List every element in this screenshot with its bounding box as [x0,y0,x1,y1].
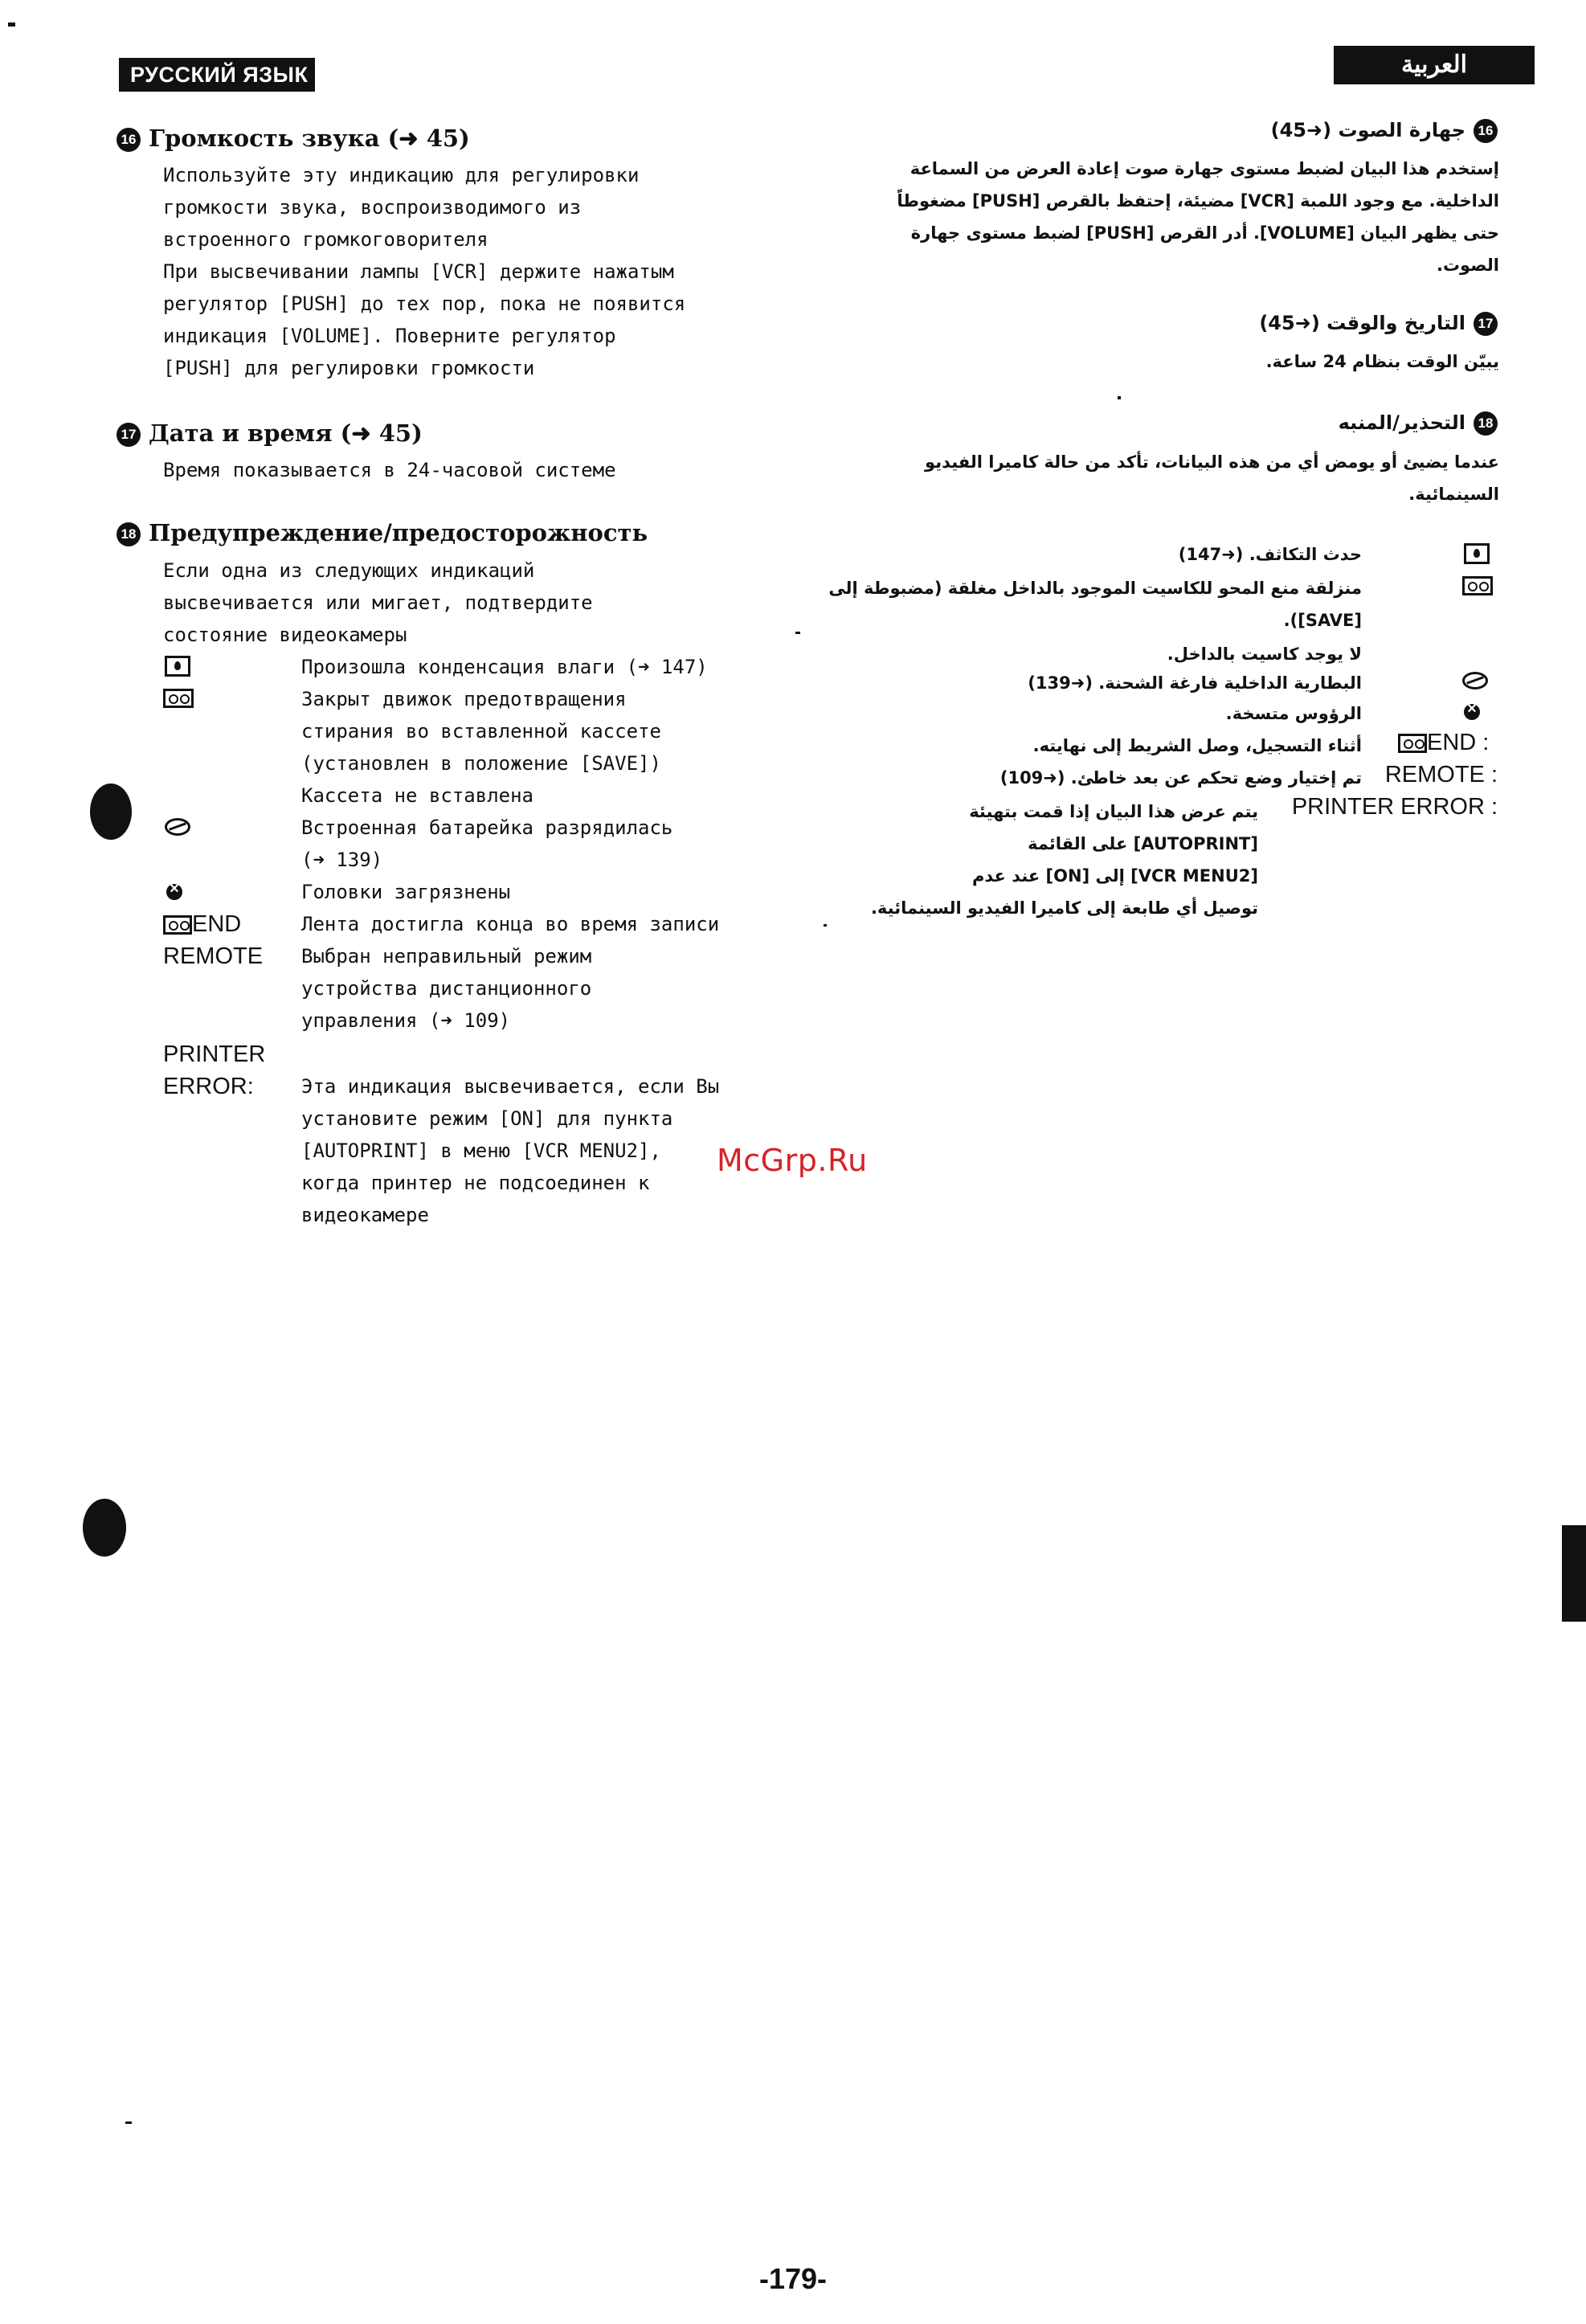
speck [125,2121,132,2124]
text-line: При высвечивании лампы [VCR] держите нажатым [163,260,674,283]
ru-section-18-heading [116,519,648,546]
text-line: السينمائية. [1408,485,1499,504]
ru-indication-condensation: Произошла конденсация влаги (➜ 147) [301,656,708,678]
battery-icon [165,818,190,837]
watermark: McGrp.Ru [717,1143,868,1178]
ru-section-18-intro [163,554,593,651]
ru-indication-erase-prevention [301,683,661,812]
text-line: громкости звука, воспроизводимого из [163,196,582,219]
ru-section-18-title: Предупреждение/предосторожность [149,519,648,546]
ar-indication-erase-prevention [828,572,1362,672]
ar-section-16-title: جهارة الصوت (➜45) [1270,119,1465,141]
ar-indication-printer-error [871,796,1258,924]
ru-section-16-body [163,159,685,384]
section-number-badge: 17 [1474,312,1498,336]
ru-section-17-title: Дата и время (➜ 45) [149,419,423,447]
ar-section-17-title: التاريخ والوقت (➜45) [1259,312,1465,334]
text-line: عندما يضيئ أو يومض أي من هذه البيانات، تأكد من حالة كاميرا الفيديو [925,452,1499,472]
text-line: توصيل أي طابعة إلى كاميرا الفيديو السينمائية. [870,898,1258,918]
remote-symbol: REMOTE : [1384,762,1498,788]
section-number-badge: 18 [1474,411,1498,436]
text-line: (установлен в положение [SAVE]) [301,752,661,775]
text-line: حتى يظهر البيان [VOLUME]. أدر القرص [PUSH] لضبط مستوى جهارة [910,223,1499,243]
text-line: Используйте эту индикацию для регулировки [163,164,640,186]
text-line: встроенного громкоговорителя [163,228,488,251]
battery-icon [1462,672,1488,690]
ar-section-16-body [897,153,1499,281]
text-line: يبيّن الوقت بنظام 24 ساعة. [1265,352,1499,371]
text-line: индикация [VOLUME]. Поверните регулятор [163,325,616,347]
section-number-badge: 17 [116,423,141,447]
ru-indication-printer-error [301,1070,719,1231]
ru-indication-tape-end: Лента достигла конца во время записи [301,913,720,935]
error-label: ERROR: [163,1074,254,1099]
tape-end-label: END [192,911,242,937]
text-line: состояние видеокамеры [163,624,407,646]
ar-indication-heads: الرؤوس متسخة. [1225,704,1362,723]
text-line: إستخدم هذا البيان لضبط مستوى جهارة صوت إعادة العرض من السماعة [909,159,1499,178]
cassette-icon [163,915,192,935]
text-line: (➜ 139) [301,849,383,871]
text-line: [AUTOPRINT] على القائمة [1028,834,1258,853]
ar-section-18-title: التحذير/المنبه [1338,411,1465,434]
erase-prevention-icon [1462,576,1493,595]
ru-section-16-title: Громкость звука (➜ 45) [149,125,470,152]
tape-end-label: END : [1427,730,1490,755]
text-line: لا يوجد كاسيت بالداخل. [1167,644,1362,664]
text-line: управления (➜ 109) [301,1009,511,1032]
ru-section-16-heading [116,125,470,152]
text-line: الصوت. [1436,256,1499,275]
text-line: [AUTOPRINT] в меню [VCR MENU2], [301,1139,661,1162]
section-number-badge: 18 [116,522,141,546]
speck [824,924,827,927]
text-line: устройства дистанционного [301,977,592,1000]
text-line: منزلقة منع المحو للكاسيت الموجود بالداخل مغلقة (مضبوطة إلى [828,579,1362,598]
binding-hole-mark [90,784,132,840]
speck [1118,396,1121,399]
text-line: Выбран неправильный режим [301,945,592,968]
text-line: когда принтер не подсоединен к [301,1172,650,1194]
text-line: Закрыт движок предотвращения [301,688,627,710]
ar-indication-remote: تم إختيار وضع تحكم عن بعد خاطئ. (➜109) [999,768,1362,788]
binding-hole-mark [83,1499,126,1557]
text-line: регулятор [PUSH] до тех пор, пока не появится [163,293,686,315]
ru-indication-remote [301,940,591,1037]
text-line: установите режим [ON] для пункта [301,1107,673,1130]
text-line: يتم عرض هذا البيان إذا قمت بتهيئة [969,802,1258,821]
text-line: высвечивается или мигает, подтвердите [163,591,593,614]
tape-end-symbol [1398,730,1489,756]
text-line: Встроенная батарейка разрядилась [301,816,673,839]
printer-error-symbol [163,1038,265,1103]
text-line: видеокамере [301,1204,429,1226]
condensation-icon [165,656,190,677]
page-number: -179- [758,2262,828,2295]
ru-section-17-body [163,454,616,486]
text-line: стирания во вставленной кассете [301,720,661,743]
ar-section-16-heading [1271,119,1498,143]
speck [795,632,800,634]
language-tag-russian: РУССКИЙ ЯЗЫК [119,58,315,92]
ar-section-18-intro [925,446,1499,510]
ru-section-17-heading [116,419,423,447]
corner-mark [8,23,15,27]
text-line: Если одна из следующих индикаций [163,559,535,582]
erase-prevention-icon [163,689,194,708]
text-line: Кассета не вставлена [301,784,533,807]
text-line: Эта индикация высвечивается, если Вы [301,1075,720,1098]
printer-label: PRINTER [163,1041,266,1067]
section-number-badge: 16 [1474,119,1498,143]
text-line: Время показывается в 24-часовой системе [163,459,616,481]
language-tag-arabic: العربية [1334,46,1535,84]
page-edge-tab [1562,1525,1586,1622]
ar-indication-tape-end: أثناء التسجيل، وصل الشريط إلى نهايته. [1032,736,1362,755]
ar-indication-battery: البطارية الداخلية فارغة الشحنة. (➜139) [1028,673,1362,693]
remote-symbol: REMOTE [163,943,264,969]
text-line: [VCR MENU2] إلى [ON] عند عدم [972,866,1258,886]
ar-section-18-heading [1339,411,1498,436]
cassette-icon [1398,734,1427,753]
ru-indication-heads: Головки загрязнены [301,881,511,903]
ar-indication-condensation: حدث التكاثف. (➜147) [1178,545,1362,564]
dirty-heads-icon [1464,704,1480,722]
tape-end-symbol [163,908,241,940]
printer-error-symbol: PRINTER ERROR : [1291,794,1498,820]
condensation-icon [1464,543,1490,564]
section-number-badge: 16 [116,128,141,152]
ru-indication-battery [301,812,672,876]
ar-section-17-heading [1259,312,1498,336]
text-line: الداخلية. مع وجود اللمبة [VCR] مضيئة، إحتفظ بالقرص [PUSH] مضغوطاً [897,191,1499,211]
text-line: [SAVE]). [1283,611,1362,630]
text-line: [PUSH] для регулировки громкости [163,357,535,379]
dirty-heads-icon [166,884,182,902]
ar-section-17-body [1266,346,1499,378]
